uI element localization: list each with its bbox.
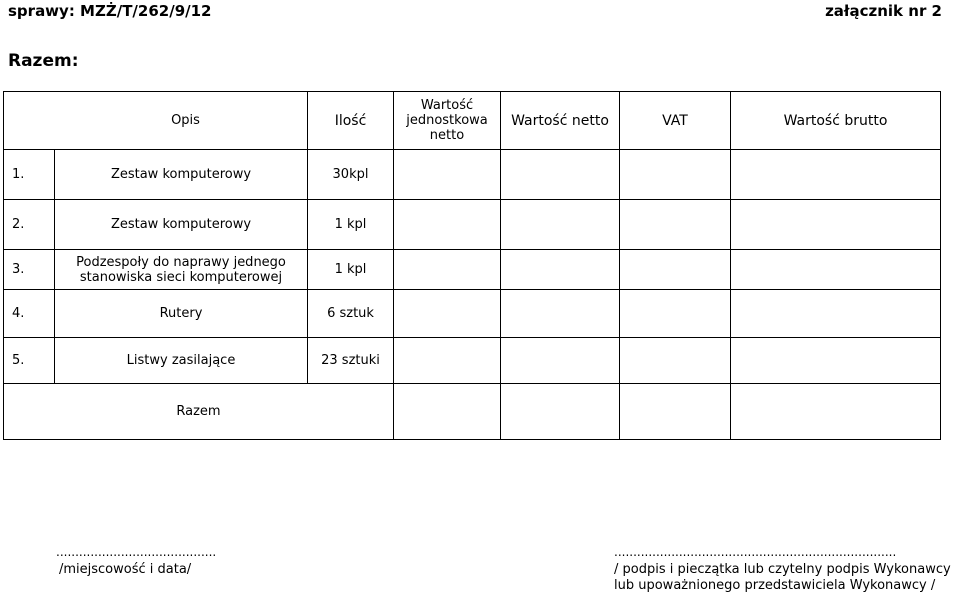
- row-number: 1.: [4, 150, 55, 200]
- row-vat: [620, 200, 731, 250]
- row-number: 4.: [4, 290, 55, 338]
- row-gross-value: [731, 290, 941, 338]
- row-quantity: 23 sztuki: [308, 338, 394, 384]
- case-reference: sprawy: MZŻ/T/262/9/12: [8, 2, 212, 20]
- row-vat: [620, 150, 731, 200]
- table-row: [4, 290, 941, 338]
- place-date-dots: ..........................................: [56, 545, 217, 559]
- row-description: Listwy zasilające: [55, 338, 308, 384]
- signature-label-line1: / podpis i pieczątka lub czytelny podpis Wykonawcy: [614, 562, 951, 577]
- row-description-line1: Podzespoły do naprawy jednego: [76, 254, 286, 270]
- row-unit-value: [394, 250, 501, 290]
- row-description: Rutery: [55, 290, 308, 338]
- row-unit-value: [394, 150, 501, 200]
- row-net-value: [501, 250, 620, 290]
- cost-table: [3, 91, 941, 440]
- header-net-value: Wartość netto: [501, 92, 620, 150]
- row-quantity: 1 kpl: [308, 250, 394, 290]
- row-description-line2: stanowiska sieci komputerowej: [79, 269, 283, 285]
- row-unit-value: [394, 338, 501, 384]
- table-row: [4, 150, 941, 200]
- row-net-value: [501, 150, 620, 200]
- table-total-row: [4, 384, 941, 440]
- row-gross-value: [731, 338, 941, 384]
- header-gross-value: Wartość brutto: [731, 92, 941, 150]
- row-vat: [620, 338, 731, 384]
- header-vat: VAT: [620, 92, 731, 150]
- row-unit-value: [394, 200, 501, 250]
- table-header-row: [4, 92, 941, 150]
- section-title: Razem:: [8, 51, 79, 71]
- row-vat: [620, 290, 731, 338]
- table-row: [4, 200, 941, 250]
- table-row: [4, 250, 941, 290]
- row-quantity: 30kpl: [308, 150, 394, 200]
- header-unit-value-line1: Wartość: [420, 98, 474, 113]
- attachment-label: załącznik nr 2: [825, 2, 942, 20]
- total-net-value: [501, 384, 620, 440]
- row-unit-value: [394, 290, 501, 338]
- row-gross-value: [731, 250, 941, 290]
- row-vat: [620, 250, 731, 290]
- row-number: 3.: [4, 250, 55, 290]
- signature-label-line2: lub upoważnionego przedstawiciela Wykonawcy /: [614, 578, 936, 593]
- row-description: [55, 250, 308, 290]
- total-vat: [620, 384, 731, 440]
- row-gross-value: [731, 200, 941, 250]
- place-date-label: /miejscowość i data/: [59, 562, 192, 577]
- header-unit-value-line3: netto: [429, 128, 465, 143]
- row-net-value: [501, 338, 620, 384]
- header-ilosc: Ilość: [308, 92, 394, 150]
- row-net-value: [501, 290, 620, 338]
- row-description: Zestaw komputerowy: [55, 150, 308, 200]
- header-unit-value-line2: jednostkowa: [406, 113, 488, 128]
- row-quantity: 6 sztuk: [308, 290, 394, 338]
- total-unit-value: [394, 384, 501, 440]
- row-description: Zestaw komputerowy: [55, 200, 308, 250]
- row-number: 2.: [4, 200, 55, 250]
- signature-dots: ..........................................................................: [614, 545, 897, 559]
- row-number: 5.: [4, 338, 55, 384]
- header-opis: Opis: [4, 92, 308, 150]
- header-unit-value: [394, 92, 501, 150]
- row-quantity: 1 kpl: [308, 200, 394, 250]
- table-row: [4, 338, 941, 384]
- total-label: Razem: [4, 384, 394, 440]
- row-gross-value: [731, 150, 941, 200]
- row-net-value: [501, 200, 620, 250]
- total-gross-value: [731, 384, 941, 440]
